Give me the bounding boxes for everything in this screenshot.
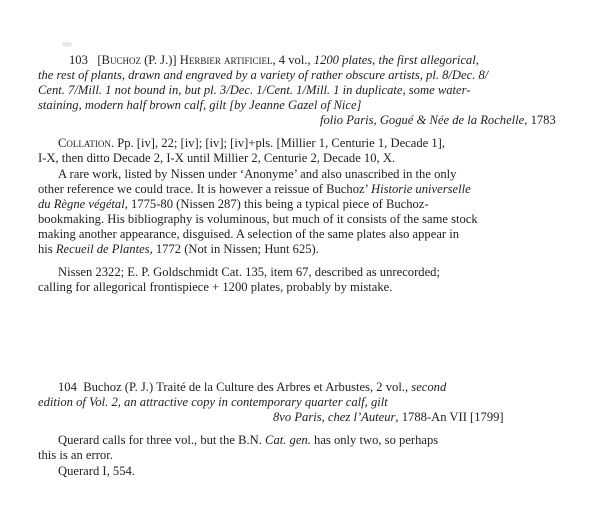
entry-title: Herbier artificiel <box>179 53 273 67</box>
entry-103-ref-2: calling for allegorical frontispiece + 1200 plates, probably by mistake. <box>38 280 393 294</box>
entry-number: 103 <box>69 53 88 67</box>
entry-104-note-1: Querard calls for three vol., but the B.N. Cat. gen. has only two, so perhaps <box>58 433 439 447</box>
entry-103-note-3: du Règne végétal, 1775-80 (Nissen 287) this being a typical piece of Buchoz- <box>38 197 429 211</box>
entry-103-note-4: bookmaking. His bibliography is voluminous, but much of it consists of the same stock <box>38 212 478 226</box>
entry-104-imprint: 8vo Paris, chez l’Auteur, 1788-An VII [1799] <box>273 410 504 424</box>
entry-103-collation-2: I-X, then ditto Decade 2, I-X until Millier 2, Centurie 2, Decade 10, X. <box>38 151 396 165</box>
entry-103-note-1: A rare work, listed by Nissen under ‘Anonyme’ and also unascribed in the only <box>58 167 457 181</box>
entry-103-ref-1: Nissen 2322; E. P. Goldschmidt Cat. 135, item 67, described as unrecorded; <box>58 265 440 279</box>
entry-104-ref: Querard I, 554. <box>58 464 135 478</box>
entry-103-desc-2: the rest of plants, drawn and engraved by a variety of rather obscure artists, pl. 8/Dec. 8/ <box>38 68 489 82</box>
page-smudge <box>62 42 72 47</box>
entry-103-imprint: folio Paris, Gogué & Née de la Rochelle, 1783 <box>320 113 556 127</box>
entry-104-note-2: this is an error. <box>38 448 113 462</box>
entry-103-note-2: other reference we could trace. It is however a reissue of Buchoz’ Historie universelle <box>38 182 471 196</box>
entry-103-desc-3: Cent. 7/Mill. 1 not bound in, but pl. 3/Dec. 1/Cent. 1/Mill. 1 in duplicate, some water- <box>38 83 471 97</box>
entry-104-desc-1: edition of Vol. 2, an attractive copy in contemporary quarter calf, gilt <box>38 395 388 409</box>
entry-author: [Buchoz (P. J.)] <box>97 53 177 67</box>
entry-103-note-6: his Recueil de Plantes, 1772 (Not in Nissen; Hunt 625). <box>38 242 319 256</box>
entry-104-heading: 104 Buchoz (P. J.) Traité de la Culture des Arbres et Arbustes, 2 vol., second <box>58 380 447 394</box>
entry-103-collation-1: Collation. Pp. [iv], 22; [iv]; [iv]; [iv]+pls. [Millier 1, Centurie 1, Decade 1], <box>58 136 446 150</box>
entry-103-heading: 103 [Buchoz (P. J.)] Herbier artificiel, 4 vol., 1200 plates, the first allegorical, <box>69 53 479 67</box>
entry-103-note-5: making another appearance, disguised. A selection of the same plates also appear in <box>38 227 460 241</box>
entry-103-desc-4: staining, modern half brown calf, gilt [by Jeanne Gazel of Nice] <box>38 98 362 112</box>
entry-number: 104 <box>58 380 77 394</box>
